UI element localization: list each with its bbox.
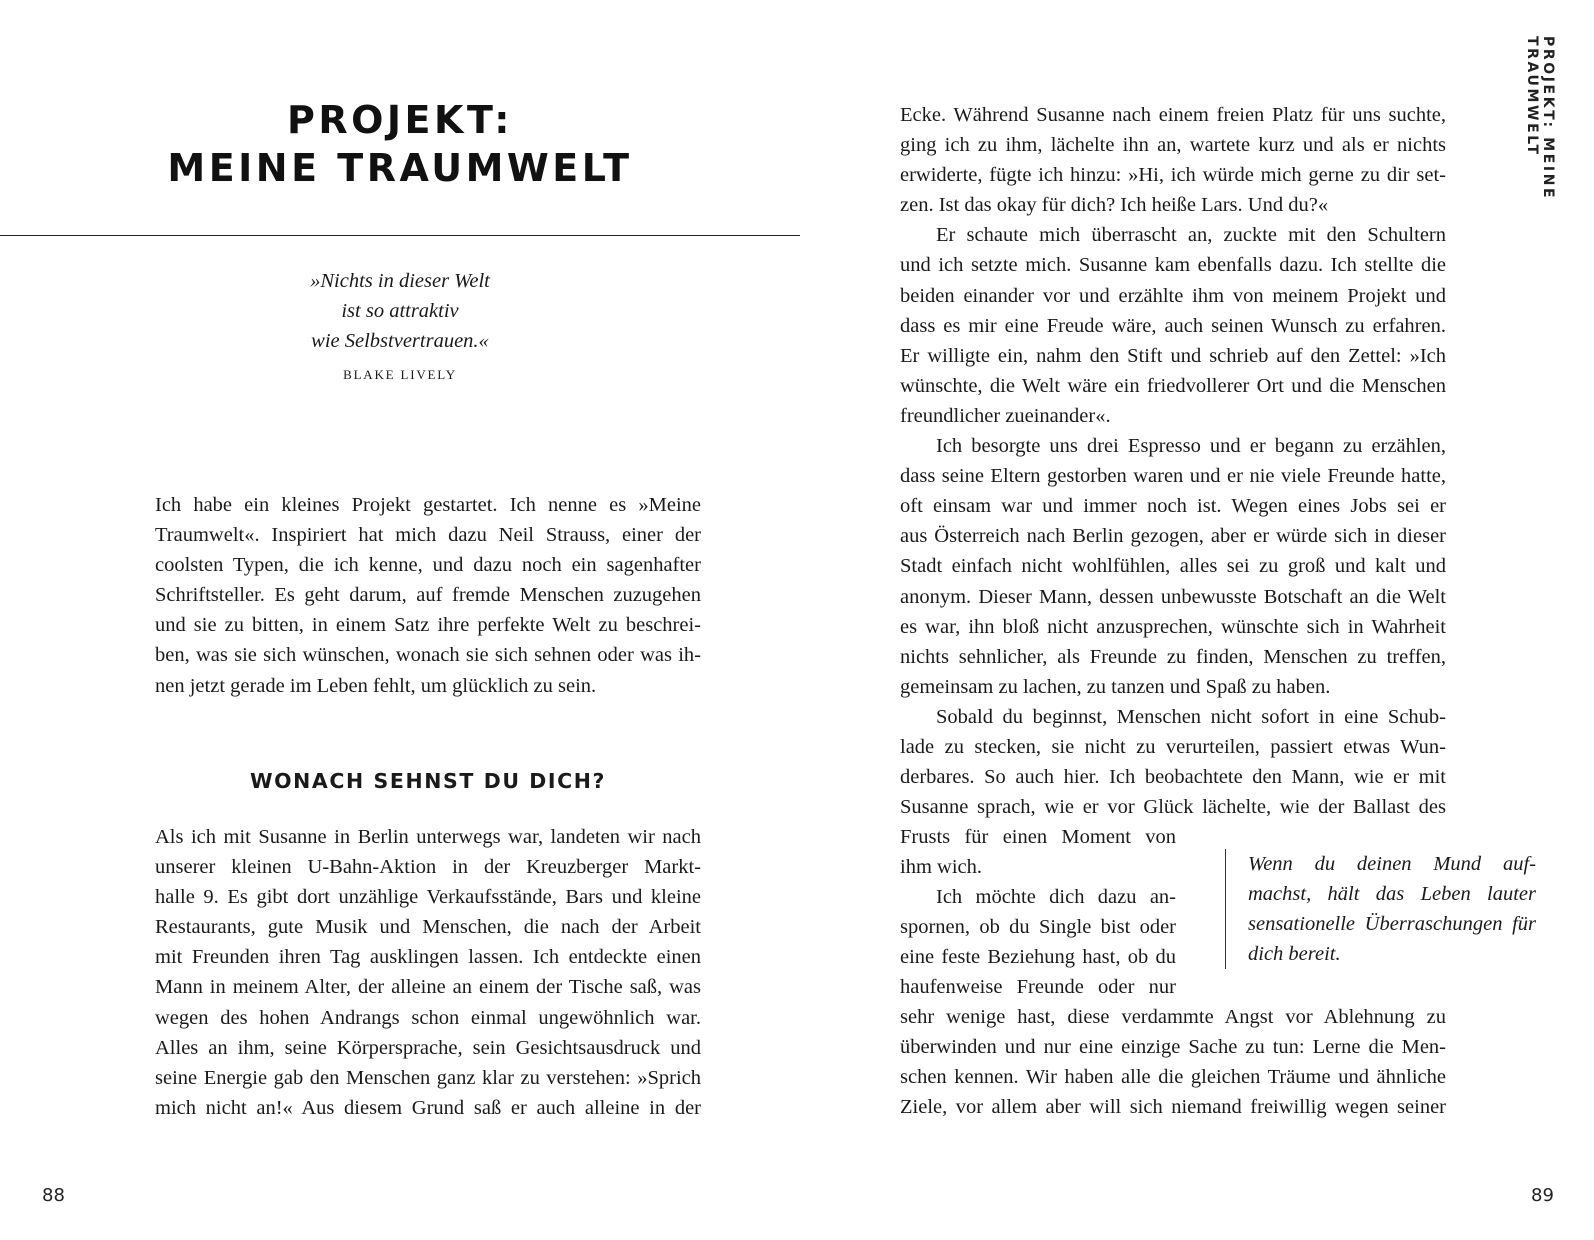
text-line: Sobald du beginnst, Menschen nicht sofort in eine Schub- bbox=[936, 705, 1446, 728]
intro-paragraph bbox=[155, 490, 701, 701]
text-line: Frusts für einen Moment von bbox=[900, 826, 1176, 848]
text-line: Ich habe ein kleines Projekt gestartet. Ich nenne es »Meine bbox=[155, 494, 701, 516]
right-page-text bbox=[900, 100, 1446, 822]
text-line: seine Energie gab den Menschen ganz klar zu verstehen: »Sprich bbox=[155, 1066, 701, 1089]
page-number-right: 89 bbox=[1531, 1185, 1554, 1206]
epigraph-author: BLAKE LIVELY bbox=[343, 367, 457, 382]
page-number-left: 88 bbox=[42, 1185, 65, 1206]
text-line: ihm wich. bbox=[900, 856, 982, 879]
text-line: Mann in meinem Alter, der alleine an einem der Tische saß, was bbox=[155, 976, 701, 999]
wrapped-text-column bbox=[900, 822, 1176, 1003]
text-line: eine feste Beziehung hast, ob du bbox=[900, 946, 1176, 969]
text-line: es war, ihn bloß nicht anzusprechen, wünschte sich in Wahrheit bbox=[900, 615, 1446, 638]
text-line: gemeinsam zu lachen, zu tanzen und Spaß zu haben. bbox=[900, 675, 1331, 698]
text-line: und ich setzte mich. Susanne kam ebenfalls dazu. Ich stellte die bbox=[900, 254, 1446, 277]
text-line: dass seine Eltern gestorben waren und er nie viele Freunde hatte, bbox=[900, 465, 1446, 488]
pull-quote-line: dich bereit. bbox=[1248, 943, 1341, 966]
running-header: PROJEKT: MEINE TRAUMWELT bbox=[1524, 36, 1556, 201]
pull-quote-line: Wenn du deinen Mund auf- bbox=[1248, 853, 1536, 875]
text-line: Ecke. Während Susanne nach einem freien Platz für uns suchte, bbox=[900, 104, 1446, 126]
epigraph-line: ist so attraktiv bbox=[341, 300, 459, 322]
text-line: überwinden und nur eine einzige Sache zu tun: Lerne die Men- bbox=[900, 1036, 1446, 1059]
title-divider bbox=[0, 235, 800, 236]
text-line: anonym. Dieser Mann, dessen unbewusste Botschaft an die Welt bbox=[900, 585, 1446, 608]
text-line: Er schaute mich überrascht an, zuckte mit den Schultern bbox=[936, 224, 1446, 247]
pull-quote-line: machst, hält das Leben lauter bbox=[1248, 883, 1536, 906]
text-line: derbares. So auch hier. Ich beobachtete den Mann, wie er mit bbox=[900, 766, 1446, 789]
epigraph-line: »Nichts in dieser Welt bbox=[310, 270, 490, 292]
text-line: ben, was sie sich wünschen, wonach sie sich sehnen oder was ih- bbox=[155, 644, 701, 667]
text-line: Ich besorgte uns drei Espresso und er begann zu erzählen, bbox=[936, 435, 1446, 458]
text-line: Als ich mit Susanne in Berlin unterwegs war, landeten wir nach bbox=[155, 826, 701, 848]
text-line: lade zu stecken, sie nicht zu verurteilen, passiert etwas Wun- bbox=[900, 735, 1446, 758]
epigraph-line: wie Selbstvertrauen.« bbox=[311, 330, 489, 352]
pull-quote bbox=[1225, 849, 1536, 969]
text-line: Ich möchte dich dazu an- bbox=[936, 886, 1176, 909]
text-line: Schriftsteller. Es geht darum, auf fremde Menschen zuzugehen bbox=[155, 584, 701, 607]
epigraph-quote bbox=[240, 266, 560, 356]
text-line: zen. Ist das okay für dich? Ich heiße Lars. Und du?« bbox=[900, 194, 1329, 217]
chapter-title-line-1: PROJEKT: bbox=[287, 98, 513, 142]
text-line: ging ich zu ihm, lächelte ihn an, wartete kurz und als er nichts bbox=[900, 134, 1446, 157]
text-line: Ziele, vor allem aber will sich niemand freiwillig wegen seiner bbox=[900, 1096, 1446, 1119]
text-line: nichts sehnlicher, als Freunde zu finden, Menschen zu treffen, bbox=[900, 645, 1446, 668]
text-line: halle 9. Es gibt dort unzählige Verkaufsstände, Bars und kleine bbox=[155, 886, 701, 909]
text-line: wünschte, die Welt wäre ein friedvollerer Ort und die Menschen bbox=[900, 374, 1446, 397]
text-line: Restaurants, gute Musik und Menschen, die nach der Arbeit bbox=[155, 916, 701, 939]
chapter-title-line-2: MEINE TRAUMWELT bbox=[167, 146, 633, 190]
text-line: Traumwelt«. Inspiriert hat mich dazu Neil Strauss, einer der bbox=[155, 524, 701, 547]
text-line: Susanne sprach, wie er vor Glück lächelte, wie der Ballast des bbox=[900, 796, 1446, 819]
text-line: erwiderte, fügte ich hinzu: »Hi, ich würde mich gerne zu dir set- bbox=[900, 164, 1446, 187]
text-line: aus Österreich nach Berlin gezogen, aber er würde sich in dieser bbox=[900, 525, 1446, 548]
text-line: coolsten Typen, die ich kenne, und dazu noch ein sagenhafter bbox=[155, 554, 701, 577]
text-line: sehr wenige hast, diese verdammte Angst vor Ablehnung zu bbox=[900, 1006, 1446, 1028]
text-line: spornen, ob du Single bist oder bbox=[900, 916, 1176, 939]
text-line: mit Freunden ihren Tag ausklingen lassen. Ich entdeckte einen bbox=[155, 946, 701, 969]
text-line: und sie zu bitten, in einem Satz ihre perfekte Welt zu beschrei- bbox=[155, 614, 701, 637]
text-line: Stadt einfach nicht wohlfühlen, alles sei zu groß und kalt und bbox=[900, 555, 1446, 578]
text-line: haufenweise Freunde oder nur bbox=[900, 976, 1176, 999]
text-line: beiden einander vor und erzählte ihm von meinem Projekt und bbox=[900, 284, 1446, 307]
text-line: Er willigte ein, nahm den Stift und schrieb auf den Zettel: »Ich bbox=[900, 344, 1446, 367]
text-line: dass es mir eine Freude wäre, auch seinen Wunsch zu erfahren. bbox=[900, 314, 1446, 337]
section-heading: WONACH SEHNST DU DICH? bbox=[249, 769, 607, 793]
text-line: wegen des hohen Andrangs schon einmal ungewöhnlich war. bbox=[155, 1006, 701, 1029]
text-line: freundlicher zueinander«. bbox=[900, 404, 1111, 427]
text-line: unserer kleinen U-Bahn-Aktion in der Kreuzberger Markt- bbox=[155, 856, 701, 879]
right-page-text-continued bbox=[900, 1002, 1446, 1122]
text-line: Alles an ihm, seine Körpersprache, sein Gesichtsausdruck und bbox=[155, 1036, 701, 1059]
text-line: oft einsam war und immer noch ist. Wegen eines Jobs sei er bbox=[900, 495, 1446, 518]
pull-quote-line: sensationelle Überraschungen für bbox=[1248, 913, 1536, 936]
text-line: schen kennen. Wir haben alle die gleichen Träume und ähnliche bbox=[900, 1066, 1446, 1089]
text-line: mich nicht an!« Aus diesem Grund saß er auch alleine in der bbox=[155, 1096, 701, 1119]
section-paragraph bbox=[155, 822, 701, 1123]
text-line: nen jetzt gerade im Leben fehlt, um glücklich zu sein. bbox=[155, 674, 597, 697]
chapter-title bbox=[0, 96, 800, 192]
